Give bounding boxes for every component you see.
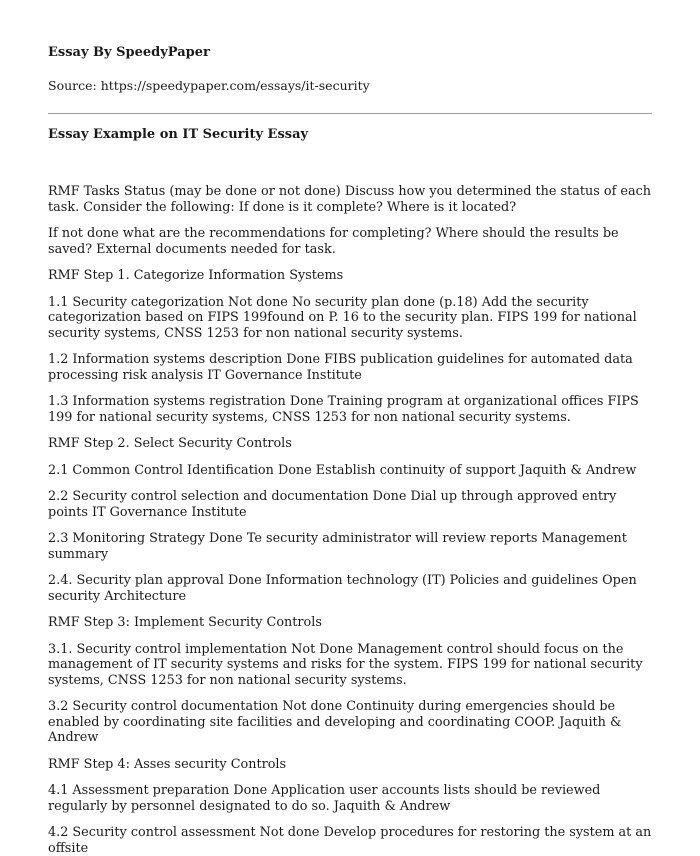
header-divider [48, 113, 652, 114]
paragraph: 2.1 Common Control Identification Done Establish continuity of support Jaquith & Andrew [48, 462, 637, 478]
paragraph: 2.3 Monitoring Strategy Done Te security administrator will review reports Management summary [48, 531, 627, 562]
paragraph: 3.1. Security control implementation Not Done Management control should focus on the management of IT security systems and risks for the system. FIPS 199 for national security systems, CNSS 1253 for non national security systems. [48, 641, 643, 688]
paragraph: 3.2 Security control documentation Not done Continuity during emergencies should be enabled by coordinating site facilities and developing and coordinating COOP. Jaquith & Andrew [48, 699, 622, 745]
step-heading: RMF Step 2. Select Security Controls [48, 436, 292, 451]
paragraph: 1.1 Security categorization Not done No security plan done (p.18) Add the security categorization based on FIPS 199found on P. 16 to the security plan. FIPS 199 for national security systems, CNSS 1253 for non national security systems. [48, 294, 637, 341]
document-header [48, 0, 652, 95]
paragraph: 4.2 Security control assessment Not done Develop procedures for restoring the system at an offsite [48, 825, 652, 856]
step-heading: RMF Step 1. Categorize Information Systems [48, 268, 344, 283]
paragraph: 1.3 Information systems registration Done Training program at organizational offices FIPS 199 for national security systems, CNSS 1253 for non national security systems. [48, 394, 639, 425]
paragraph: 2.4. Security plan approval Done Information technology (IT) Policies and guidelines Open security Architecture [48, 573, 637, 604]
essay-body [48, 184, 654, 856]
paragraph: 1.2 Information systems description Done FIBS publication guidelines for automated data processing risk analysis IT Governance Institute [48, 352, 633, 383]
brand-heading: Essay By SpeedyPaper [48, 45, 210, 60]
paragraph: If not done what are the recommendations for completing? Where should the results be saved? External documents needed for task. [48, 226, 619, 257]
step-heading: RMF Step 3: Implement Security Controls [48, 615, 322, 630]
essay-title: Essay Example on IT Security Essay [48, 127, 309, 142]
paragraph: RMF Tasks Status (may be done or not done) Discuss how you determined the status of each task. Consider the following: If done is it complete? Where is it located? [48, 184, 651, 215]
step-heading: RMF Step 4: Asses security Controls [48, 756, 287, 772]
source-line: Source: https://speedypaper.com/essays/it-security [48, 78, 370, 93]
paragraph: 4.1 Assessment preparation Done Application user accounts lists should be reviewed regularly by personnel designated to do so. Jaquith & Andrew [48, 783, 601, 814]
paragraph: 2.2 Security control selection and documentation Done Dial up through approved entry points IT Governance Institute [48, 489, 617, 520]
